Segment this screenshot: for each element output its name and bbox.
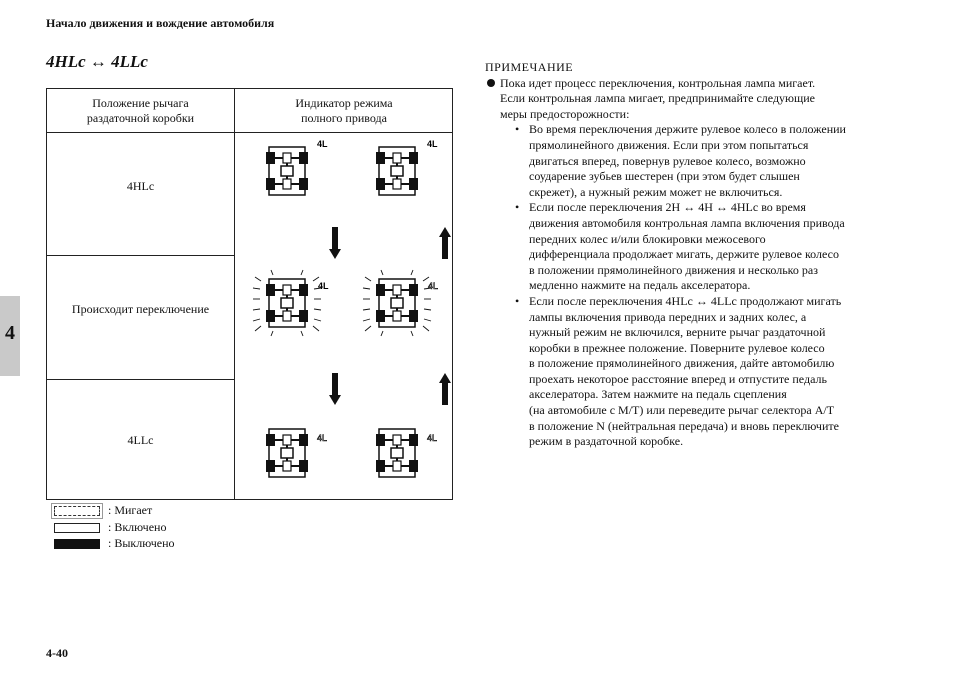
- legend-row-blink: [54, 503, 152, 518]
- arrow-up-icon: [439, 373, 451, 405]
- note-item-1: • Во время переключения держите рулевое колесо в положении прямолинейного движения. Если при этом попытаться двигаться вперед, повернув рулевое колесо, возможно соударение зубьев шестерен (при этом будет слышен скрежет), а нужный режим может не включиться.: [515, 122, 846, 199]
- note-title: ПРИМЕЧАНИЕ: [485, 60, 574, 74]
- legend-label: : Выключено: [108, 536, 175, 550]
- blink-swatch-icon: [54, 506, 100, 516]
- indicator-switching-left: [253, 270, 321, 336]
- section-title: 4HLc ↔ 4LLc: [46, 52, 148, 71]
- mode-table: [46, 88, 453, 500]
- legend-label: : Мигает: [108, 503, 153, 517]
- note-block: ПРИМЕЧАНИЕ Пока идет процесс переключения, контрольная лампа мигает. Если контрольная лампа мигает, предпринимайте следующие меры предосторожности: • Во время переключения держите рулевое колесо в положении прямолинейного движения. Если при этом попытаться двигаться вперед, повернув рулевое колесо, возможно соударение зубьев шестерен (при этом будет слышен скрежет), а нужный режим может не включиться. • Если после переключения 2H ↔ 4H ↔ 4HLc во время движения автомобиля контрольная лампа включения привода передних колес и/или блокировки межосевого дифференциала продолжает мигать, держите рулевое колесо в положении прямолинейного движения и несколько раз медленно нажмите на педаль акселератора. • Если после переключения 4HLc ↔ 4LLc продолжают мигать лампы включения привода передних и задних колес, а нужный режим не включился, верните рычаг раздаточной коробки в прежнее положение. Поверните рулевое колесо в положение прямолинейного движения, дайте автомобилю проехать некоторое расстояние вперед и отпустите педаль акселератора. Затем нажмите на педаль сцепления (на автомобиле с M/T) или переведите рычаг селектора A/T в положение N (нейтральная передача) и вновь переключите режим в раздаточной коробке.: [485, 60, 915, 450]
- row-label-4llc: 4LLc: [127, 433, 154, 447]
- indicator-label-off: 4L: [427, 433, 438, 443]
- arrow-up-icon: [439, 227, 451, 259]
- indicator-4llc-left: [266, 429, 308, 477]
- arrow-down-icon: [329, 227, 341, 259]
- off-swatch-icon: [54, 539, 100, 549]
- note-main-bullet: Пока идет процесс переключения, контрольная лампа мигает.: [485, 76, 915, 92]
- indicator-label: 4L: [317, 139, 328, 149]
- legend-row-on: [54, 520, 166, 535]
- note-item-3: • Если после переключения 4HLc ↔ 4LLc продолжают мигать лампы включения привода передних и задних колес, а нужный режим не включился, верните рычаг раздаточной коробки в прежнее положение. Поверните рулевое колесо в положение прямолинейного движения, дайте автомобилю проехать некоторое расстояние вперед и отпустите педаль акселератора. Затем нажмите на педаль сцепления (на автомобиле с M/T) или переведите рычаг селектора A/T в положение N (нейтральная передача) и вновь переключите режим в раздаточной коробке.: [515, 293, 842, 449]
- on-swatch-icon: [54, 523, 100, 533]
- page-number: 4-40: [46, 646, 68, 660]
- column-header-indicator: Индикатор режима полного привода: [295, 95, 393, 125]
- indicator-label: 4L: [318, 281, 329, 291]
- bullet-icon: [487, 79, 495, 87]
- legend-label: : Включено: [108, 520, 167, 534]
- note-item-2: • Если после переключения 2H ↔ 4H ↔ 4HLc во время движения автомобиля контрольная лампа включения привода передних колес и/или блокировки межосевого дифференциала продолжает мигать, держите рулевое колесо в положении прямолинейного движения и несколько раз медленно нажмите на педаль акселератора.: [515, 200, 845, 293]
- indicator-label-off: 4L: [317, 433, 328, 443]
- indicator-4llc-right: [376, 429, 418, 477]
- column-header-lever: Положение рычага раздаточной коробки: [86, 95, 195, 125]
- row-label-4hlc: 4HLc: [126, 179, 155, 193]
- indicator-diagram: [235, 133, 453, 499]
- indicator-label: 4L: [427, 139, 438, 149]
- row-label-switching: Происходит переключение: [71, 302, 210, 316]
- indicator-4hlc-right: [376, 147, 418, 195]
- page-header: Начало движения и вождение автомобиля: [46, 16, 275, 30]
- indicator-switching-right: [363, 270, 431, 336]
- indicator-4hlc-left: [266, 147, 308, 195]
- chapter-number: 4: [5, 322, 15, 344]
- indicator-label-blink: 4L: [428, 281, 439, 291]
- legend-row-off: [54, 536, 175, 551]
- arrow-down-icon: [329, 373, 341, 405]
